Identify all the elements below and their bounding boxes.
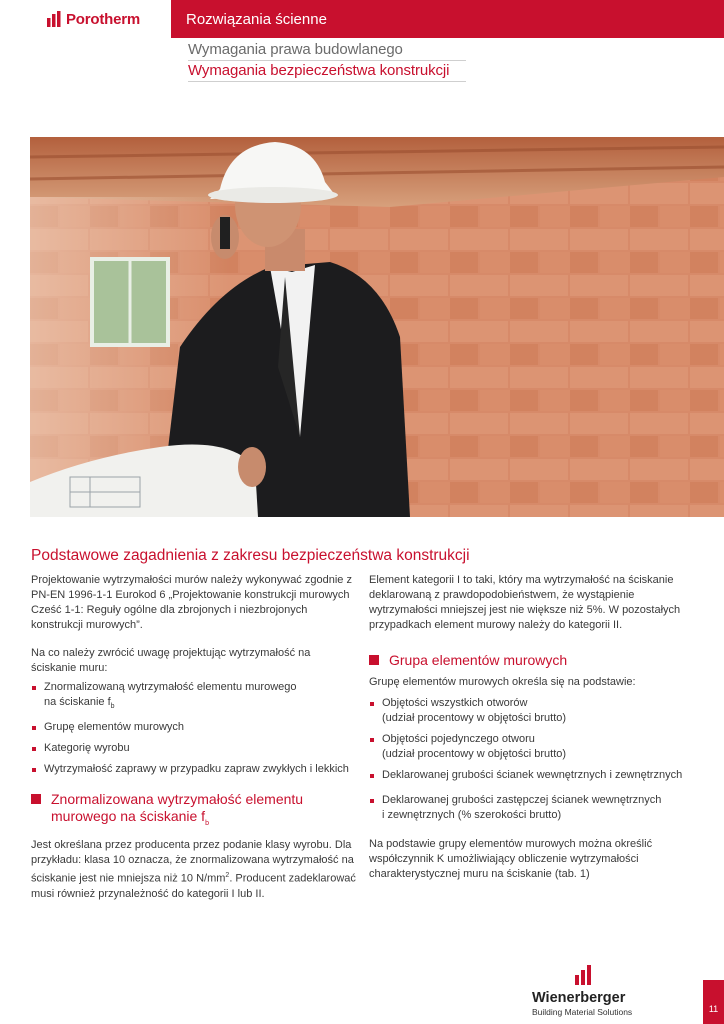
intro-paragraph: Projektowanie wytrzymałości murów należy wykonywać zgodnie z PN-EN 1996-1-1 Eurokod 6 „Projektowanie konstrukcji murowych Cześć 1-1: Reguły ogólne dla zbrojonych i niezbrojonych konstrukcji murowych”. xyxy=(31,574,352,631)
list-item: Wytrzymałość zaprawy w przypadku zapraw zwykłych i lekkich xyxy=(31,762,356,777)
design-note: Na co należy zwrócić uwagę projektując wytrzymałość na ściskanie muru: xyxy=(31,647,311,674)
subscript: b xyxy=(110,703,115,711)
list-item: Znormalizowaną wytrzymałość elementu murowego na ściskanie $f_b$ xyxy=(31,680,299,714)
list-item: Objętości pojedynczego otworu (udział procentowy w objętości brutto) xyxy=(369,732,689,762)
logo-tagline: Building Material Solutions xyxy=(532,1007,633,1017)
red-square-icon xyxy=(369,655,379,665)
list-item: Deklarowanej grubości ścianek wewnętrznych i zewnętrznych xyxy=(369,768,689,783)
page-number: 11 xyxy=(703,980,724,1024)
hero-photo xyxy=(30,137,724,517)
red-square-icon xyxy=(31,794,41,804)
list-item: Kategorię wyrobu xyxy=(31,741,356,756)
list-item: Objętości wszystkich otworów (udział procentowy w objętości brutto) xyxy=(369,696,689,726)
top-bar xyxy=(0,0,724,38)
wienerberger-logo xyxy=(532,965,642,1017)
section-title: Rozwiązania ścienne xyxy=(186,10,327,28)
brand-logo xyxy=(0,0,171,38)
porotherm-flame-icon xyxy=(46,11,62,27)
strength-paragraph: Jest określana przez producenta przez podanie klasy wyrobu. Dla przykładu: klasa 10 oznacza, że znormalizowana wytrzymałość na ściskanie jest nie mniejsza niż 10 $N/mm^2$. Producent zadeklarować musi również przynależność do kategorii I lub II. xyxy=(31,838,356,900)
subscript: b xyxy=(205,819,209,827)
list-item: Grupę elementów murowych xyxy=(31,720,356,735)
subtitle-safety: Wymagania bezpieczeństwa konstrukcji xyxy=(188,61,466,82)
section-bar xyxy=(171,0,724,38)
engineer-on-site-image xyxy=(30,137,724,517)
group-criteria-list xyxy=(369,696,689,823)
superscript: 2 xyxy=(225,871,230,879)
logo-name: Wienerberger xyxy=(532,990,626,1006)
list-item: Deklarowanej grubości zastępczej ścianek wewnętrznych i zewnętrznych (% szerokości brutto) xyxy=(369,793,689,823)
main-heading: Podstawowe zagadnienia z zakresu bezpieczeństwa konstrukcji xyxy=(31,547,470,564)
group-intro: Grupę elementów murowych określa się na podstawie: xyxy=(369,676,636,688)
category-paragraph: Element kategorii I to taki, który ma wytrzymałość na ściskanie deklarowaną z prawdopodobieństwem, że wystąpienie wytrzymałości mniejszej jest nie większe niż 5%. W pozostałych przypadkach element murowy należy do kategorii II. xyxy=(369,574,681,631)
wienerberger-flame-icon xyxy=(532,965,642,985)
design-checklist xyxy=(31,680,356,777)
brand-name: Porotherm xyxy=(66,10,141,28)
section-heading-strength: Znormalizowana wytrzymałość elementu murowego na ściskanie $f_b$ xyxy=(31,791,321,832)
right-column xyxy=(369,573,689,895)
left-column xyxy=(31,573,356,915)
coefficient-paragraph: Na podstawie grupy elementów murowych można określić współczynnik K umożliwiający obliczenie wytrzymałości charakterystycznej muru na ściskanie (tab. 1) xyxy=(369,838,653,880)
section-heading-group: Grupa elementów murowych xyxy=(369,652,689,669)
page-subtitles xyxy=(188,40,466,82)
subtitle-law: Wymagania prawa budowlanego xyxy=(188,40,466,61)
